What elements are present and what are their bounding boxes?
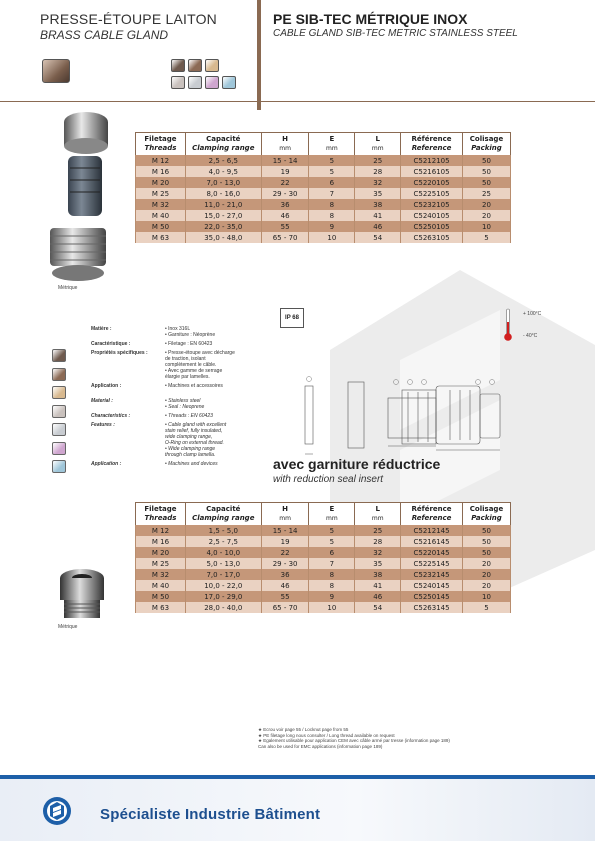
- color-swatch: [52, 423, 66, 436]
- table-cell: 41: [355, 210, 401, 221]
- color-swatch: [222, 76, 236, 89]
- table-header: [136, 503, 186, 526]
- table-cell: 6: [309, 547, 355, 558]
- table-header: [355, 503, 401, 526]
- table-cell: C5216145: [401, 536, 463, 547]
- header-sublabel: Threads: [144, 514, 177, 522]
- table-cell: 28,0 - 40,0: [185, 602, 261, 613]
- table-header: [355, 133, 401, 156]
- color-swatch: [171, 76, 185, 89]
- header-label: L: [375, 135, 380, 143]
- table-cell: 2,5 - 7,5: [185, 536, 261, 547]
- table-cell: M 16: [136, 166, 186, 177]
- table-cell: 29 - 30: [261, 188, 309, 199]
- table-header: [309, 133, 355, 156]
- spec-value: • Cable gland with excellent: [165, 422, 227, 428]
- left-title: PRESSE-ÉTOUPE LAITON: [40, 11, 217, 27]
- table-row: [136, 188, 511, 199]
- table-cell: 9: [309, 591, 355, 602]
- color-swatch: [52, 368, 66, 381]
- table-cell: 7: [309, 558, 355, 569]
- table-cell: C5250145: [401, 591, 463, 602]
- spec-label: Matière :: [91, 326, 112, 332]
- table-cell: M 20: [136, 547, 186, 558]
- table-cell: 10: [463, 591, 511, 602]
- table-cell: 32: [355, 547, 401, 558]
- table-cell: 50: [463, 166, 511, 177]
- ip-rating-badge: IP 68: [280, 308, 304, 328]
- spec-value: complètement le câble.: [165, 362, 217, 368]
- table-cell: 35,0 - 48,0: [185, 232, 261, 243]
- table-row: [136, 155, 511, 166]
- table-cell: M 63: [136, 232, 186, 243]
- spec-value: • Filetage : EN 60423: [165, 341, 213, 347]
- table-cell: 38: [355, 199, 401, 210]
- header-sublabel: Clamping range: [192, 144, 255, 152]
- color-swatch: [205, 59, 219, 72]
- spec-value: de traction, isolant: [165, 356, 206, 362]
- header-sublabel: mm: [279, 515, 291, 522]
- company-logo-icon: [42, 796, 72, 826]
- table-cell: C5240145: [401, 580, 463, 591]
- spec-value: • Inox 316L: [165, 326, 191, 332]
- image-caption-top: Métrique: [58, 285, 78, 291]
- table-cell: 7: [309, 188, 355, 199]
- table-cell: M 63: [136, 602, 186, 613]
- section-subtitle: with reduction seal insert: [273, 474, 384, 485]
- header-label: H: [282, 135, 289, 143]
- table-cell: 20: [463, 569, 511, 580]
- left-subtitle: BRASS CABLE GLAND: [40, 28, 169, 42]
- table-cell: C5220105: [401, 177, 463, 188]
- table-cell: 36: [261, 569, 309, 580]
- table-cell: 6: [309, 177, 355, 188]
- table-cell: 15,0 - 27,0: [185, 210, 261, 221]
- table-cell: 46: [355, 591, 401, 602]
- table-cell: 22: [261, 547, 309, 558]
- table-cell: 20: [463, 580, 511, 591]
- table-cell: 8: [309, 569, 355, 580]
- table-cell: 35: [355, 558, 401, 569]
- table-cell: 46: [355, 221, 401, 232]
- spec-label: Application :: [91, 461, 122, 467]
- table-cell: C5225145: [401, 558, 463, 569]
- table-cell: 4,0 - 10,0: [185, 547, 261, 558]
- header-label: Colisage: [469, 135, 504, 143]
- table-row: [136, 558, 511, 569]
- spec-label: Caractéristique :: [91, 341, 131, 347]
- table-cell: 32: [355, 177, 401, 188]
- spec-label: Features :: [91, 422, 115, 428]
- table-cell: 9: [309, 221, 355, 232]
- table-cell: C5212145: [401, 525, 463, 536]
- table-cell: 8: [309, 580, 355, 591]
- header-label: H: [282, 505, 289, 513]
- product-subtitle: CABLE GLAND SIB-TEC METRIC STAINLESS STEEL: [273, 28, 518, 39]
- table-cell: 41: [355, 580, 401, 591]
- table-cell: M 32: [136, 199, 186, 210]
- table-row: [136, 199, 511, 210]
- table-cell: M 40: [136, 210, 186, 221]
- material-swatch-large: [42, 59, 70, 83]
- table-cell: 36: [261, 199, 309, 210]
- table-cell: 5: [463, 602, 511, 613]
- color-swatch: [205, 76, 219, 89]
- table-cell: 46: [261, 580, 309, 591]
- spec-label: Material :: [91, 398, 113, 404]
- technical-drawing: [300, 370, 525, 460]
- footnotes: [258, 727, 588, 749]
- table-row: [136, 166, 511, 177]
- table-row: [136, 591, 511, 602]
- table-cell: 4,0 - 9,5: [185, 166, 261, 177]
- table-cell: M 32: [136, 569, 186, 580]
- table-cell: 10: [309, 602, 355, 613]
- color-swatch: [52, 442, 66, 455]
- table-cell: 19: [261, 536, 309, 547]
- cable-gland-image: [40, 108, 120, 288]
- header-sublabel: mm: [279, 145, 291, 152]
- table-cell: C5225105: [401, 188, 463, 199]
- table-cell: 54: [355, 602, 401, 613]
- product-table-reduction: [135, 502, 511, 613]
- spec-label: Application :: [91, 383, 122, 389]
- spec-value: • Wide clamping range: [165, 446, 216, 452]
- table-cell: 22,0 - 35,0: [185, 221, 261, 232]
- table-row: [136, 569, 511, 580]
- table-cell: M 50: [136, 591, 186, 602]
- header-label: E: [329, 135, 335, 143]
- header-sublabel: Reference: [411, 514, 452, 522]
- spec-value: O-Ring on external thread.: [165, 440, 224, 446]
- table-cell: C5240105: [401, 210, 463, 221]
- temp-max: + 100°C: [523, 311, 542, 317]
- spec-value: élargie par lamelles.: [165, 374, 210, 380]
- product-table-main: [135, 132, 511, 243]
- table-cell: 50: [463, 177, 511, 188]
- table-cell: 1,5 - 5,0: [185, 525, 261, 536]
- table-cell: 5: [309, 525, 355, 536]
- table-cell: 65 - 70: [261, 602, 309, 613]
- color-swatch: [188, 76, 202, 89]
- table-cell: 5: [309, 166, 355, 177]
- table-cell: M 12: [136, 525, 186, 536]
- header-sublabel: Reference: [411, 144, 452, 152]
- header-label: E: [329, 505, 335, 513]
- table-cell: 25: [355, 525, 401, 536]
- table-cell: 5: [463, 232, 511, 243]
- table-cell: 5,0 - 13,0: [185, 558, 261, 569]
- table-cell: M 25: [136, 558, 186, 569]
- spec-value: through clamp lamella.: [165, 452, 216, 458]
- header-label: Colisage: [469, 505, 504, 513]
- table-cell: 50: [463, 547, 511, 558]
- thermometer-icon: [504, 308, 512, 342]
- table-cell: 25: [463, 188, 511, 199]
- spec-value: • Machines et accessoires: [165, 383, 223, 389]
- spec-value: • Presse-étoupe avec décharge: [165, 350, 235, 356]
- color-swatch: [52, 349, 66, 362]
- table-cell: 20: [463, 558, 511, 569]
- table-cell: M 20: [136, 177, 186, 188]
- table-header: [463, 503, 511, 526]
- footnote-line: ★ PE filetage long nous consulter / Long thread available on request: [258, 732, 395, 738]
- color-swatch: [52, 460, 66, 473]
- table-cell: 46: [261, 210, 309, 221]
- header-sublabel: Clamping range: [192, 514, 255, 522]
- table-cell: 8: [309, 199, 355, 210]
- table-cell: 28: [355, 536, 401, 547]
- table-row: [136, 177, 511, 188]
- table-cell: M 12: [136, 155, 186, 166]
- table-row: [136, 602, 511, 613]
- image-caption-bottom: Métrique: [58, 624, 78, 630]
- table-cell: 29 - 30: [261, 558, 309, 569]
- header-divider-horizontal: [0, 101, 595, 102]
- table-cell: 54: [355, 232, 401, 243]
- table-cell: 35: [355, 188, 401, 199]
- footnote-line: ★ Ecrou voir page 55 / Locknut page from 55: [258, 727, 349, 732]
- table-cell: 50: [463, 155, 511, 166]
- spec-label: Propriétés spécifiques :: [91, 350, 148, 356]
- table-cell: C5263145: [401, 602, 463, 613]
- table-cell: 25: [355, 155, 401, 166]
- table-cell: M 50: [136, 221, 186, 232]
- table-cell: C5220145: [401, 547, 463, 558]
- table-cell: C5232145: [401, 569, 463, 580]
- table-header: [401, 133, 463, 156]
- color-swatch: [171, 59, 185, 72]
- table-cell: 8,0 - 16,0: [185, 188, 261, 199]
- spec-value: stain relief, fully insulated,: [165, 428, 223, 434]
- header-sublabel: mm: [326, 515, 338, 522]
- header-label: Capacité: [206, 135, 241, 143]
- temp-min: - 40°C: [523, 333, 538, 339]
- table-row: [136, 580, 511, 591]
- header-label: Filetage: [144, 505, 177, 513]
- table-cell: 50: [463, 536, 511, 547]
- table-cell: 55: [261, 591, 309, 602]
- table-header: [136, 133, 186, 156]
- table-row: [136, 210, 511, 221]
- table-cell: M 40: [136, 580, 186, 591]
- table-cell: 5: [309, 155, 355, 166]
- table-cell: 10,0 - 22,0: [185, 580, 261, 591]
- spec-value: wide clamping range,: [165, 434, 213, 440]
- header-label: Référence: [411, 505, 452, 513]
- header-divider-vertical: [257, 0, 261, 110]
- table-cell: 10: [463, 221, 511, 232]
- header-sublabel: Threads: [144, 144, 177, 152]
- table-header: [401, 503, 463, 526]
- footnote-line: Can also be used for EMC applications (information page 189): [258, 743, 383, 749]
- header-sublabel: mm: [326, 145, 338, 152]
- header-sublabel: mm: [371, 515, 384, 522]
- table-header: [261, 133, 309, 156]
- spec-value: • Garniture : Néoprène: [165, 332, 216, 338]
- table-cell: 65 - 70: [261, 232, 309, 243]
- spec-value: • Avec gamme de serrage: [165, 368, 223, 374]
- table-cell: 8: [309, 210, 355, 221]
- table-cell: 28: [355, 166, 401, 177]
- spec-value: • Stainless steel: [165, 398, 201, 404]
- table-cell: C5250105: [401, 221, 463, 232]
- table-cell: 19: [261, 166, 309, 177]
- header-sublabel: Packing: [471, 514, 502, 522]
- table-cell: 11,0 - 21,0: [185, 199, 261, 210]
- table-cell: C5212105: [401, 155, 463, 166]
- table-header: [309, 503, 355, 526]
- product-title: PE SIB-TEC MÉTRIQUE INOX: [273, 11, 468, 27]
- table-cell: 50: [463, 525, 511, 536]
- color-swatch: [52, 386, 66, 399]
- header-sublabel: mm: [371, 145, 384, 152]
- table-header: [185, 133, 261, 156]
- table-cell: M 16: [136, 536, 186, 547]
- spec-value: • Seal : Neoprene: [165, 404, 205, 410]
- header-label: Référence: [411, 135, 452, 143]
- table-cell: 55: [261, 221, 309, 232]
- table-header: [463, 133, 511, 156]
- table-cell: 20: [463, 199, 511, 210]
- header-label: Filetage: [144, 135, 177, 143]
- table-cell: 2,5 - 6,5: [185, 155, 261, 166]
- spec-value: • Threads : EN 60423: [165, 413, 213, 419]
- table-cell: 17,0 - 29,0: [185, 591, 261, 602]
- table-header: [261, 503, 309, 526]
- color-swatch: [52, 405, 66, 418]
- table-cell: 22: [261, 177, 309, 188]
- header-label: Capacité: [206, 505, 241, 513]
- footnote-line: ★ Egalement utilisable pour application CEM avec câble armé par tresse (information page 189): [258, 738, 450, 743]
- table-cell: 7,0 - 17,0: [185, 569, 261, 580]
- spec-label: Characteristics :: [91, 413, 131, 419]
- header-label: L: [375, 505, 380, 513]
- table-row: [136, 221, 511, 232]
- table-cell: 20: [463, 210, 511, 221]
- table-cell: C5216105: [401, 166, 463, 177]
- cable-gland-reduction-image: [52, 566, 112, 622]
- table-row: [136, 547, 511, 558]
- table-cell: 15 - 14: [261, 525, 309, 536]
- table-row: [136, 525, 511, 536]
- section-title: avec garniture réductrice: [273, 456, 441, 472]
- color-swatch: [188, 59, 202, 72]
- header-sublabel: Packing: [471, 144, 502, 152]
- spec-value: • Machines and devices: [165, 461, 218, 467]
- table-cell: 15 - 14: [261, 155, 309, 166]
- table-row: [136, 232, 511, 243]
- table-cell: 7,0 - 13,0: [185, 177, 261, 188]
- table-cell: M 25: [136, 188, 186, 199]
- table-cell: 10: [309, 232, 355, 243]
- table-cell: 5: [309, 536, 355, 547]
- table-row: [136, 536, 511, 547]
- table-cell: C5263105: [401, 232, 463, 243]
- table-header: [185, 503, 261, 526]
- table-cell: C5232105: [401, 199, 463, 210]
- table-cell: 38: [355, 569, 401, 580]
- footer-tagline: Spécialiste Industrie Bâtiment: [100, 806, 321, 823]
